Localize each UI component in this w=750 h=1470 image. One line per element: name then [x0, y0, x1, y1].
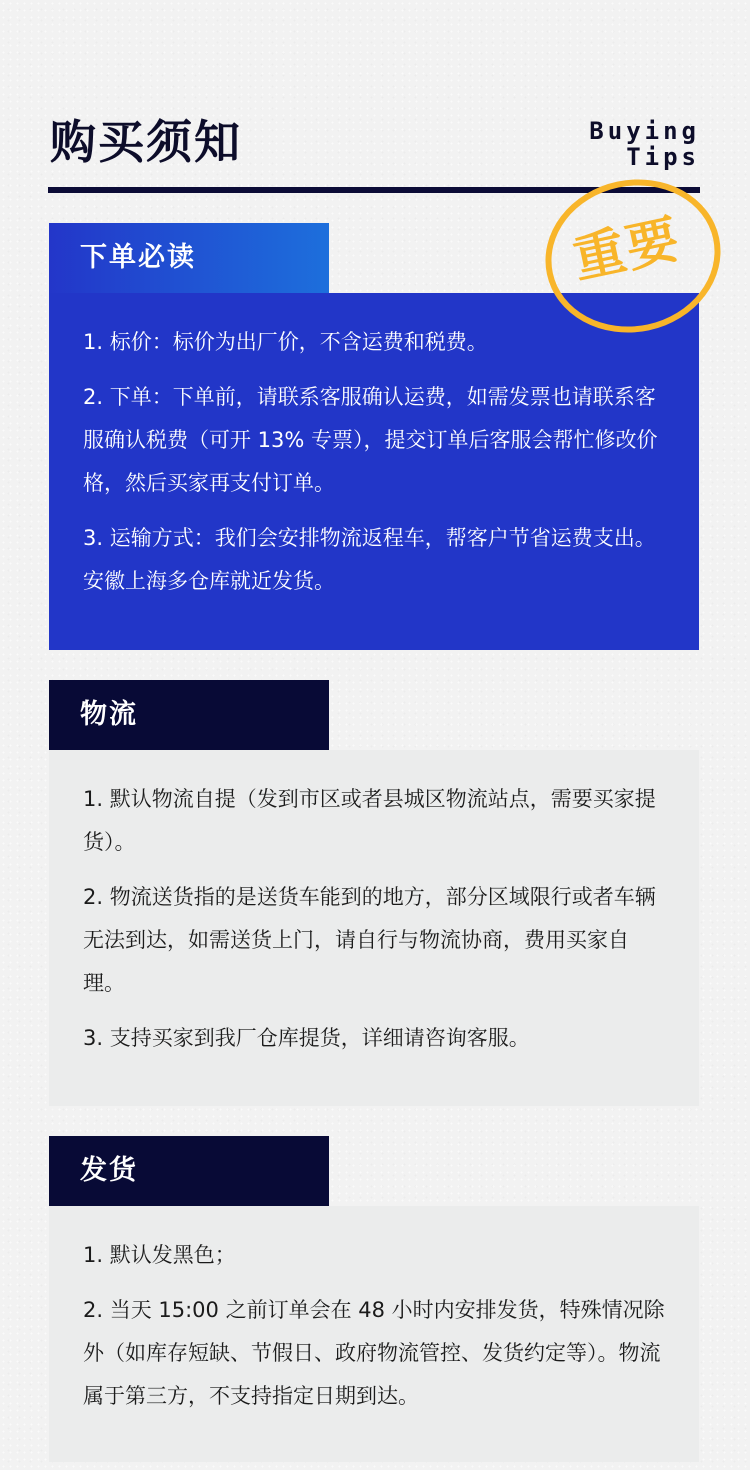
section-tab-shipping: 发货	[49, 1136, 329, 1206]
list-item: 2. 下单：下单前，请联系客服确认运费，如需发票也请联系客服确认税费（可开 13% 专票），提交订单后客服会帮忙修改价格，然后买家再支付订单。	[83, 385, 658, 495]
english-subtitle	[589, 118, 700, 170]
list-item: 2. 当天 15:00 之前订单会在 48 小时内安排发货，特殊情况除外（如库存短缺、节假日、政府物流管控、发货约定等）。物流属于第三方，不支持指定日期到达。	[83, 1298, 665, 1408]
list-item: 1. 默认发黑色；	[83, 1243, 236, 1267]
page-title: 购买须知	[50, 115, 242, 169]
list-item: 3. 支持买家到我厂仓库提货，详细请咨询客服。	[83, 1026, 530, 1050]
section-tab-order: 下单必读	[49, 223, 329, 293]
list-item: 1. 默认物流自提（发到市区或者县城区物流站点，需要买家提货）。	[83, 787, 656, 854]
subtitle-line-2: Tips	[626, 143, 700, 171]
list-item: 3. 运输方式：我们会安排物流返程车，帮客户节省运费支出。安徽上海多仓库就近发货。	[83, 526, 656, 593]
section-tab-logistics: 物流	[49, 680, 329, 750]
important-stamp	[545, 180, 717, 328]
section-panel-logistics	[49, 750, 699, 1106]
stamp-label: 重要	[567, 209, 687, 291]
list-item: 1. 标价：标价为出厂价，不含运费和税费。	[83, 330, 488, 354]
subtitle-line-1: Buying	[589, 117, 700, 145]
section-panel-shipping	[49, 1206, 699, 1462]
section-panel-order	[49, 293, 699, 650]
list-item: 2. 物流送货指的是送货车能到的地方，部分区域限行或者车辆无法到达，如需送货上门，请自行与物流协商，费用买家自理。	[83, 885, 656, 995]
